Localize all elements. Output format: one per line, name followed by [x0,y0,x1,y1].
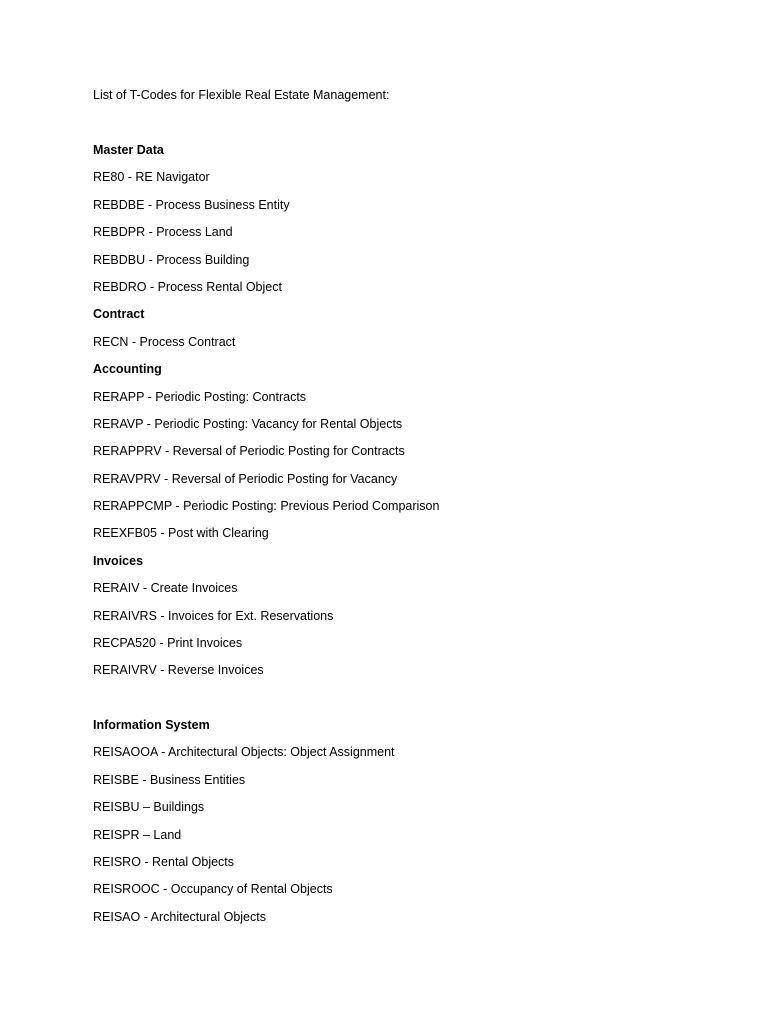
list-item: REISAO - Architectural Objects [93,909,266,924]
blank-line [93,679,733,716]
list-item: RERAIV - Create Invoices [93,581,238,596]
list-item: RERAIVRS - Invoices for Ext. Reservations [93,608,334,623]
list-item: RECN - Process Contract [93,334,236,349]
list-item: RERAVPRV - Reversal of Periodic Posting for Vacancy [93,471,398,486]
list-item: RERAVP - Periodic Posting: Vacancy for Rental Objects [93,416,403,431]
list-item: RERAPPCMP - Periodic Posting: Previous Period Comparison [93,499,440,514]
section-heading-accounting: Accounting [93,362,162,377]
list-item: REBDRO - Process Rental Object [93,279,282,294]
list-item: REISROOC - Occupancy of Rental Objects [93,882,333,897]
list-item: REBDBU - Process Building [93,252,250,267]
document-page [93,86,733,926]
list-item: REISAOOA - Architectural Objects: Object Assignment [93,745,395,760]
list-item: RERAIVRV - Reverse Invoices [93,663,264,678]
list-item: RECPA520 - Print Invoices [93,636,243,651]
list-item: RERAPPRV - Reversal of Periodic Posting for Contracts [93,444,405,459]
section-heading-invoices: Invoices [93,553,144,568]
list-item: REISRO - Rental Objects [93,854,235,869]
section-heading-master-data: Master Data [93,143,164,157]
list-item: REBDBE - Process Business Entity [93,197,290,212]
section-heading-contract: Contract [93,307,145,322]
section-heading-information-system: Information System [93,718,210,733]
list-item: REEXFB05 - Post with Clearing [93,526,269,541]
list-item: REISBE - Business Entities [93,772,246,787]
document-title: List of T-Codes for Flexible Real Estate Management: [93,88,390,102]
list-item: REISBU – Buildings [93,800,205,815]
list-item: REBDPR - Process Land [93,225,233,240]
list-item: RERAPP - Periodic Posting: Contracts [93,389,307,404]
list-item: REISPR – Land [93,827,182,842]
list-item: RE80 - RE Navigator [93,170,210,185]
